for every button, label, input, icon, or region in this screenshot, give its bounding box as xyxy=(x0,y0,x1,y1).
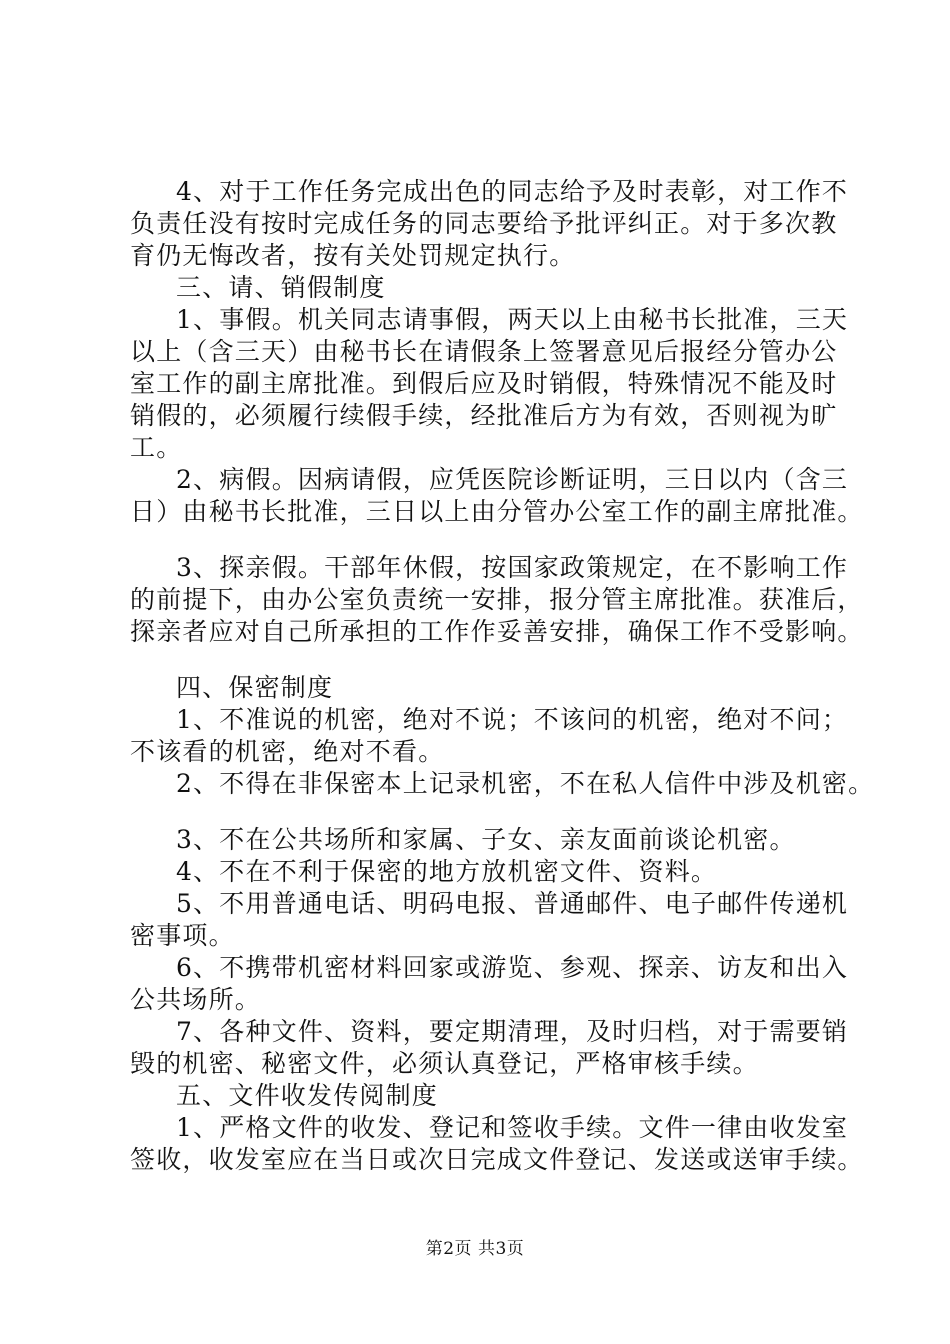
paragraph-line: 3、探亲假。干部年休假，按国家政策规定，在不影响工作 xyxy=(176,553,849,582)
paragraph-line: 签收，收发室应在当日或次日完成文件登记、发送或送审手续。 xyxy=(130,1145,864,1174)
paragraph-line: 不该看的机密，绝对不看。 xyxy=(130,737,445,766)
paragraph-line: 3、不在公共场所和家属、子女、亲友面前谈论机密。 xyxy=(176,825,796,854)
page-footer: 第2页 共3页 xyxy=(425,1239,525,1259)
paragraph-line: 育仍无悔改者，按有关处罚规定执行。 xyxy=(130,241,576,270)
paragraph-line: 6、不携带机密材料回家或游览、参观、探亲、访友和出入 xyxy=(176,953,849,982)
section-heading: 四、保密制度 xyxy=(176,673,334,702)
paragraph-line: 4、对于工作任务完成出色的同志给予及时表彰，对工作不 xyxy=(176,177,849,206)
paragraph-line: 2、不得在非保密本上记录机密，不在私人信件中涉及机密。 xyxy=(176,769,875,798)
paragraph-line: 探亲者应对自己所承担的工作作妥善安排，确保工作不受影响。 xyxy=(130,617,864,646)
paragraph-line: 日）由秘书长批准，三日以上由分管办公室工作的副主席批准。 xyxy=(130,497,864,526)
paragraph-line: 密事项。 xyxy=(130,921,235,950)
paragraph-line: 的前提下，由办公室负责统一安排，报分管主席批准。获准后， xyxy=(130,585,864,614)
paragraph-line: 2、病假。因病请假，应凭医院诊断证明，三日以内（含三 xyxy=(176,465,849,494)
paragraph-line: 毁的机密、秘密文件，必须认真登记，严格审核手续。 xyxy=(130,1049,759,1078)
paragraph-line: 以上（含三天）由秘书长在请假条上签署意见后报经分管办公 xyxy=(130,337,838,366)
section-heading: 三、请、销假制度 xyxy=(176,273,386,302)
paragraph-line: 4、不在不利于保密的地方放机密文件、资料。 xyxy=(176,857,718,886)
paragraph-line: 负责任没有按时完成任务的同志要给予批评纠正。对于多次教 xyxy=(130,209,838,238)
paragraph-line: 室工作的副主席批准。到假后应及时销假，特殊情况不能及时 xyxy=(130,369,838,398)
paragraph-line: 7、各种文件、资料，要定期清理，及时归档，对于需要销 xyxy=(176,1017,849,1046)
section-heading: 五、文件收发传阅制度 xyxy=(176,1081,439,1110)
paragraph-line: 工。 xyxy=(130,433,183,462)
paragraph-line: 1、事假。机关同志请事假，两天以上由秘书长批准，三天 xyxy=(176,305,849,334)
paragraph-line: 销假的，必须履行续假手续，经批准后方为有效，否则视为旷 xyxy=(130,401,838,430)
paragraph-line: 5、不用普通电话、明码电报、普通邮件、电子邮件传递机 xyxy=(176,889,849,918)
paragraph-line: 1、严格文件的收发、登记和签收手续。文件一律由收发室 xyxy=(176,1113,849,1142)
paragraph-line: 1、不准说的机密，绝对不说；不该问的机密，绝对不问； xyxy=(176,705,849,734)
paragraph-line: 公共场所。 xyxy=(130,985,262,1014)
